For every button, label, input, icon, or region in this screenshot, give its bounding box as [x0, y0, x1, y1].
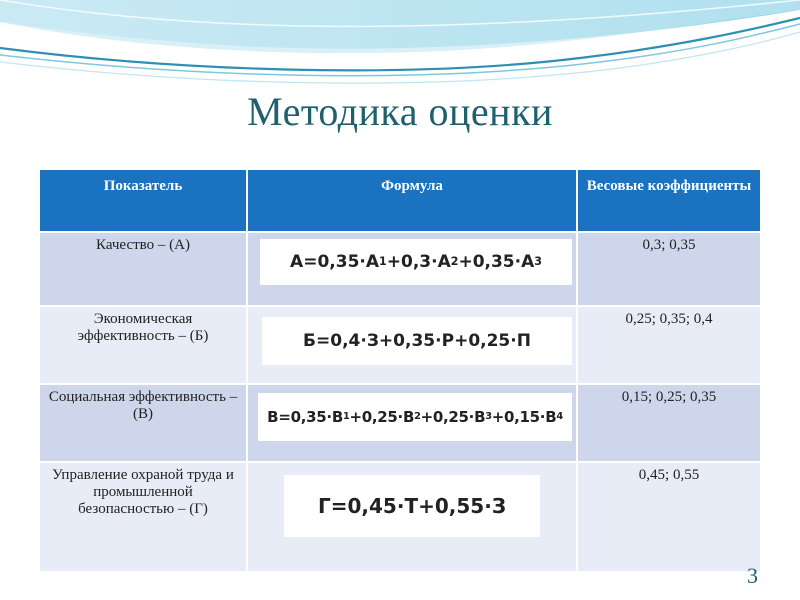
formula-coefficient: 0,55: [434, 494, 485, 518]
formula-equals: =: [278, 408, 291, 426]
formula-multiply: ·: [539, 408, 546, 426]
formula: [284, 475, 540, 537]
header-weights: Весовые коэффициенты: [577, 169, 761, 232]
formula-coefficient: 0,45: [347, 494, 397, 518]
formula-multiply: ·: [397, 408, 403, 426]
formula-variable: П: [516, 331, 531, 351]
formula-plus: +: [491, 408, 504, 426]
page-number: 3: [747, 563, 758, 588]
formula-cell: [247, 384, 577, 462]
formula-plus: +: [386, 252, 401, 272]
formula-variable: А: [437, 252, 451, 272]
formula-plus: +: [418, 494, 435, 518]
weights-cell: 0,25; 0,35; 0,4: [577, 306, 761, 384]
formula-variable: А: [365, 252, 380, 272]
formula-equals: =: [316, 331, 331, 351]
formula: В = 0,35 · В 1 + 0,25 · В 2 + 0,25 · В 3 + 0,15 · В 4: [258, 393, 572, 441]
formula-coefficient: 0,35: [393, 331, 436, 351]
formula-multiply: ·: [468, 408, 475, 426]
formula-multiply: ·: [514, 252, 522, 272]
formula-coefficient: 0,15: [503, 408, 540, 426]
formula-coefficient: 0,35: [317, 252, 360, 272]
formula-coefficient: 0,25: [361, 408, 398, 426]
formula-multiply: ·: [396, 494, 405, 518]
formula-multiply: ·: [435, 331, 442, 351]
formula-cell: [247, 306, 577, 384]
weights-cell: 0,15; 0,25; 0,35: [577, 384, 761, 462]
formula: [262, 317, 572, 365]
header-formula: Формула: [247, 169, 577, 232]
formula-lhs: Г: [317, 494, 331, 518]
formula-variable: З: [366, 331, 379, 351]
table-row: [39, 232, 761, 306]
formula-multiply: ·: [484, 494, 492, 518]
formula-coefficient: 0,35: [290, 408, 327, 426]
formula-plus: +: [349, 408, 362, 426]
formula-lhs: А: [290, 252, 304, 272]
formula-coefficient: 0,35: [472, 252, 515, 272]
header-indicator: Показатель: [39, 169, 247, 232]
formula-variable: Т: [404, 494, 419, 518]
weights-cell: 0,3; 0,35: [577, 232, 761, 306]
formula-variable: А: [521, 252, 535, 272]
formula-coefficient: 0,25: [432, 408, 469, 426]
weights-cell: 0,45; 0,55: [577, 462, 761, 572]
formula-variable: В: [545, 408, 557, 426]
formula-multiply: ·: [510, 331, 517, 351]
table-row: [39, 462, 761, 572]
header-wave-decoration: [0, 0, 800, 95]
formula: А = 0,35 · А 1 + 0,3 · А 2 + 0,35 · А 3: [260, 239, 572, 285]
formula-equals: =: [330, 494, 348, 518]
formula-coefficient: 0,3: [400, 252, 432, 272]
formula-cell: [247, 462, 577, 572]
formula-plus: +: [458, 252, 473, 272]
formula-variable: З: [491, 494, 507, 518]
method-table: [38, 168, 762, 573]
formula-variable: В: [331, 408, 343, 426]
indicator-cell: Управление охраной труда и промышленной безопасностью – (Г): [39, 462, 247, 572]
formula-multiply: ·: [359, 252, 366, 272]
formula-variable: Р: [441, 331, 455, 351]
formula-plus: +: [378, 331, 394, 351]
indicator-cell: Экономическая эффективность – (Б): [39, 306, 247, 384]
formula-plus: +: [454, 331, 469, 351]
formula-coefficient: 0,25: [468, 331, 511, 351]
formula-multiply: ·: [431, 252, 438, 272]
formula-plus: +: [420, 408, 433, 426]
formula-multiply: ·: [360, 331, 367, 351]
table-row: [39, 384, 761, 462]
indicator-cell: Качество – (А): [39, 232, 247, 306]
formula-lhs: Б: [303, 331, 316, 351]
formula-multiply: ·: [326, 408, 332, 426]
formula-variable: В: [402, 408, 415, 426]
formula-cell: [247, 232, 577, 306]
formula-lhs: В: [267, 408, 279, 426]
formula-equals: =: [303, 252, 318, 272]
slide-title: Методика оценки: [247, 89, 553, 134]
table-row: [39, 306, 761, 384]
formula-variable: В: [474, 408, 486, 426]
formula-coefficient: 0,4: [330, 331, 361, 351]
indicator-cell: Социальная эффективность – (В): [39, 384, 247, 462]
table-header-row: [39, 169, 761, 232]
